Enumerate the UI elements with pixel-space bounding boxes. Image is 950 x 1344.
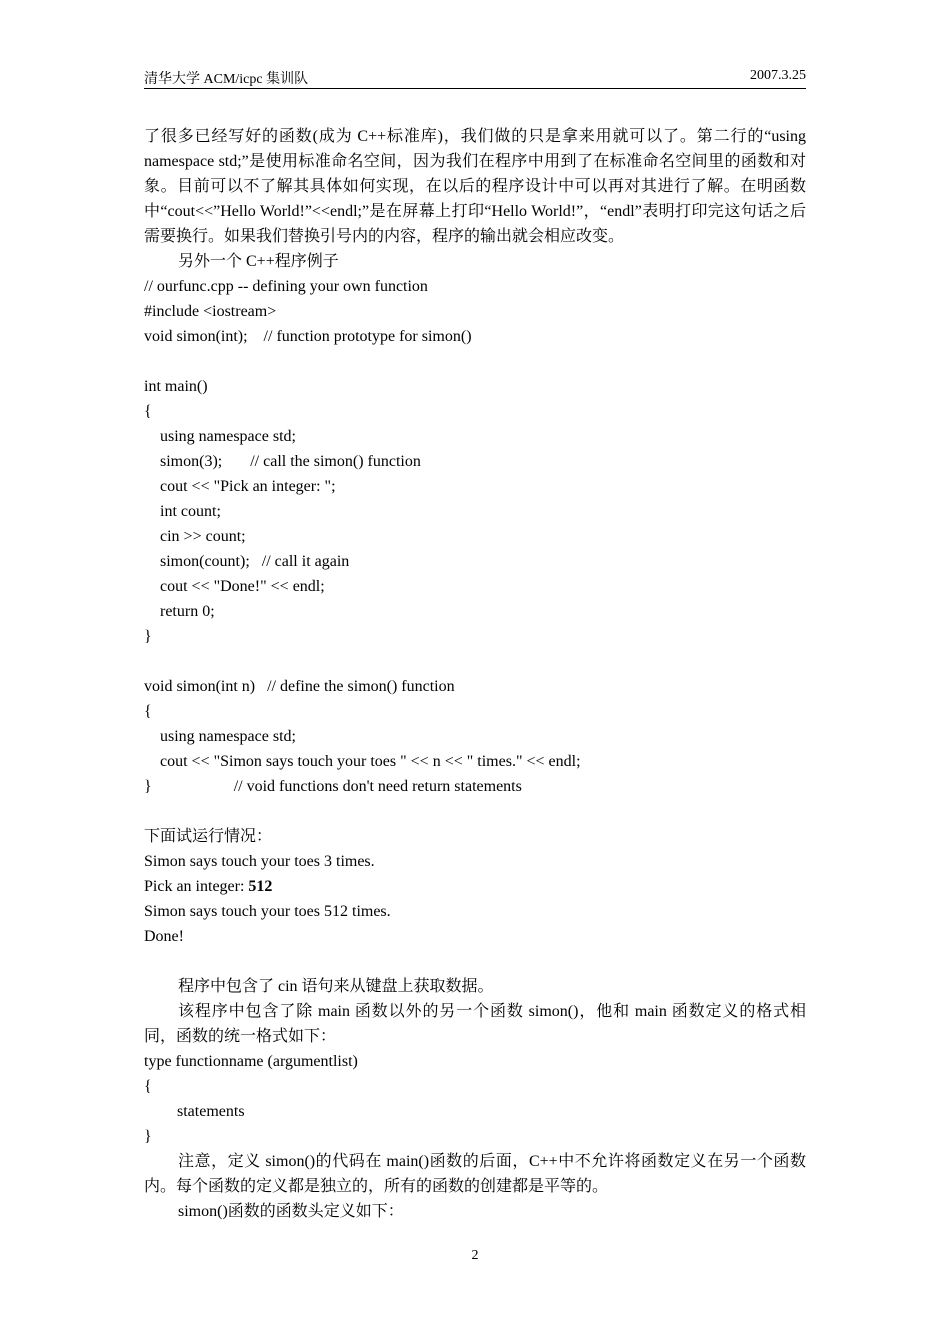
closing-brace: } <box>144 778 152 795</box>
header-date: 2007.3.25 <box>750 68 806 83</box>
code-line: using namespace std; <box>160 728 296 745</box>
page-body <box>144 124 806 1224</box>
blank-line <box>144 349 806 374</box>
code-line: { <box>144 703 152 720</box>
code-line: { <box>144 403 152 420</box>
code-line: // ourfunc.cpp -- defining your own function <box>144 278 428 295</box>
output-line: Simon says touch your toes 512 times. <box>144 903 391 920</box>
output-input-value: 512 <box>248 878 273 895</box>
code-line: using namespace std; <box>160 428 296 445</box>
paragraph-function: 该程序中包含了除 main 函数以外的另一个函数 simon()，他和 main 函数定义的格式相同，函数的统一格式如下： <box>144 1003 806 1045</box>
paragraph-intro: 了很多已经写好的函数(成为 C++标准库)，我们做的只是拿来用就可以了。第二行的“using namespace std;”是使用标准命名空间，因为我们在程序中用到了在标准命名空间里的函数和对象。目前可以不了解其具体如何实现，在以后的程序设计中可以再对其进行了解。在明函数中“cout<<”Hello World!”<<endl;”是在屏幕上打印“Hello World!”，“endl”表明打印完这句话之后需要换行。如果我们替换引号内的内容，程序的输出就会相应改变。 <box>144 128 806 245</box>
code-line: int main() <box>144 378 208 395</box>
code-line: cout << "Simon says touch your toes " << n << " times." << endl; <box>160 753 581 770</box>
blank-line <box>144 799 806 824</box>
paragraph-note: 注意，定义 simon()的代码在 main()函数的后面，C++中不允许将函数定义在另一个函数内。每个函数的定义都是独立的，所有的函数的创建都是平等的。 <box>144 1153 806 1195</box>
format-line: { <box>144 1078 152 1095</box>
paragraph-header-def: simon()函数的函数头定义如下： <box>178 1203 404 1220</box>
format-line: } <box>144 1128 152 1145</box>
output-line <box>144 874 806 899</box>
run-title: 下面试运行情况： <box>144 828 273 845</box>
code-line: simon(3); // call the simon() function <box>160 453 421 470</box>
format-line: type functionname (argumentlist) <box>144 1053 358 1070</box>
blank-line <box>144 949 806 974</box>
code-line: simon(count); // call it again <box>160 553 350 570</box>
code-line: void simon(int n) // define the simon() function <box>144 678 455 695</box>
code-comment: // void functions don't need return statements <box>233 778 522 795</box>
code-line: return 0; <box>160 603 215 620</box>
code-line: cout << "Pick an integer: "; <box>160 478 336 495</box>
blank-line <box>144 649 806 674</box>
output-line: Simon says touch your toes 3 times. <box>144 853 375 870</box>
code-line: void simon(int); // function prototype for simon() <box>144 328 472 345</box>
page-number: 2 <box>471 1248 479 1263</box>
output-prompt: Pick an integer: <box>144 878 249 895</box>
page-header <box>144 66 806 89</box>
code-line: #include <iostream> <box>144 303 277 320</box>
paragraph-cin: 程序中包含了 cin 语句来从键盘上获取数据。 <box>178 978 494 995</box>
header-title: 清华大学 ACM/icpc 集训队 <box>144 72 309 87</box>
output-line: Done! <box>144 928 184 945</box>
code-line: cin >> count; <box>160 528 246 545</box>
code-line: cout << "Done!" << endl; <box>160 578 325 595</box>
example-intro: 另外一个 C++程序例子 <box>178 253 339 270</box>
code-line <box>144 774 806 799</box>
code-line: int count; <box>160 503 221 520</box>
format-line: statements <box>177 1103 245 1120</box>
code-line: } <box>144 628 152 645</box>
